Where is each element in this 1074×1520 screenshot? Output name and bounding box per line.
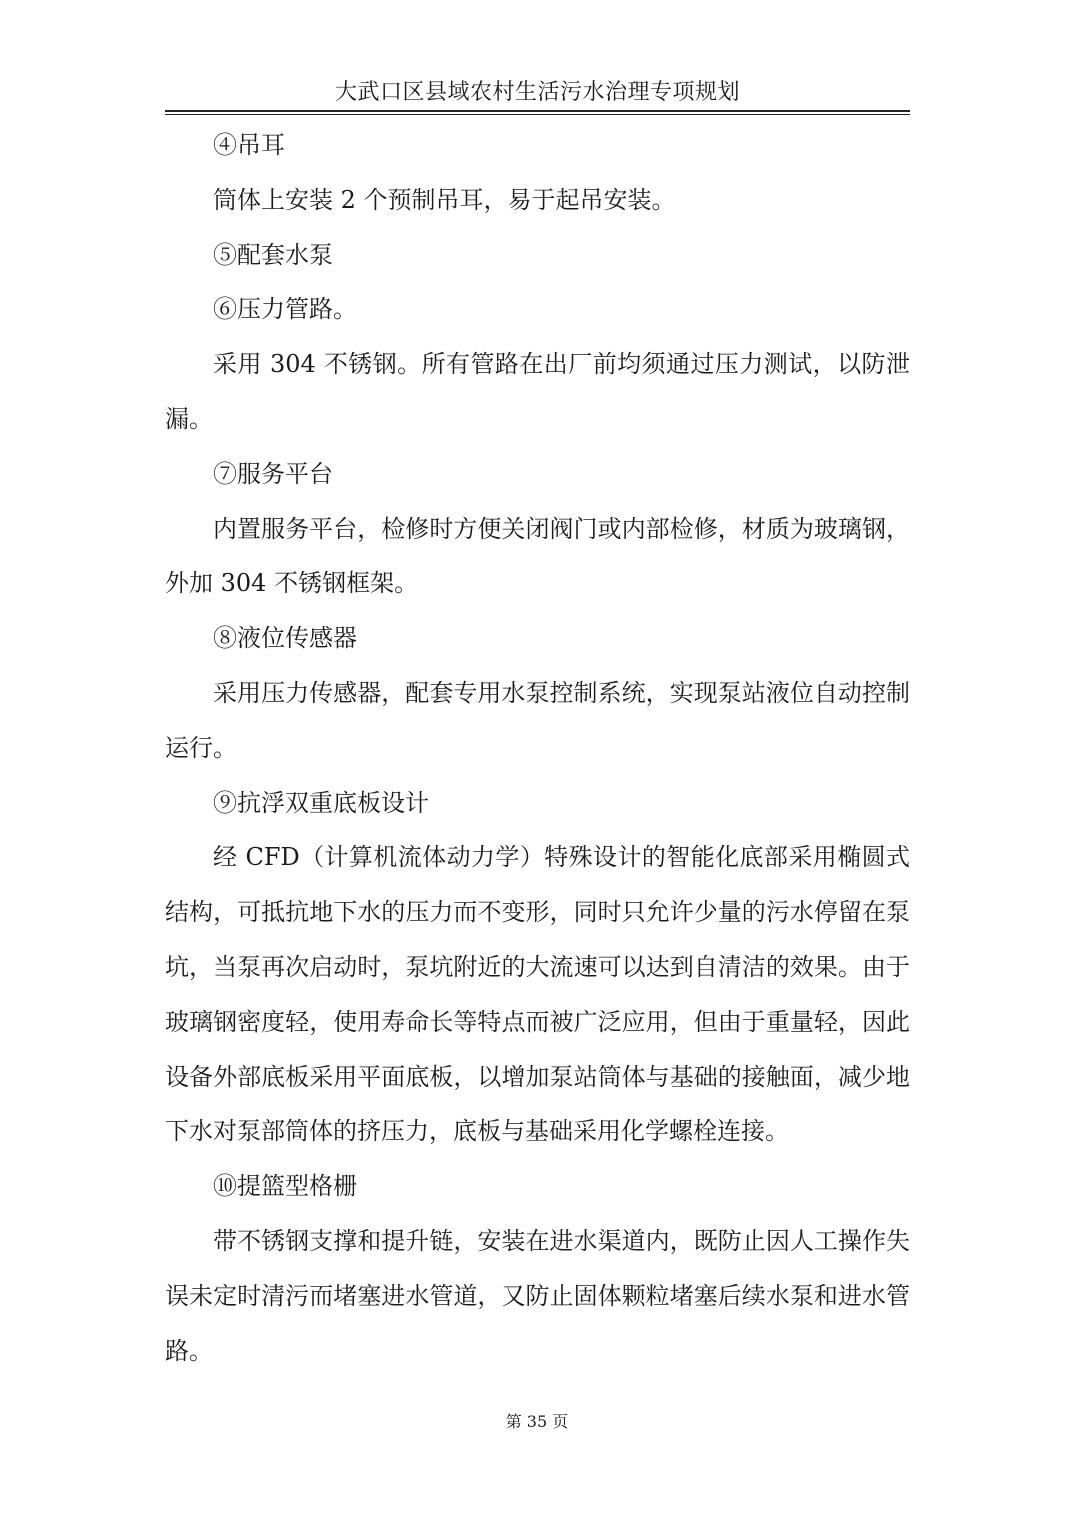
paragraph-lifting-lugs: 筒体上安装 2 个预制吊耳，易于起吊安装。 [213,185,676,214]
document-body [165,118,910,1378]
header-divider-thin [165,114,910,115]
paragraph-service-platform: 内置服务平台，检修时方便关闭阀门或内部检修，材质为玻璃钢，外加 304 不锈钢框架。 [165,514,910,598]
paragraph-anti-float-base: 经 CFD（计算机流体动力学）特殊设计的智能化底部采用椭圆式结构，可抵抗地下水的压力而不变形，同时只允许少量的污水停留在泵坑，当泵再次启动时，泵坑附近的大流速可以达到自清洁的效果。由于玻璃钢密度轻，使用寿命长等特点而被广泛应用，但由于重量轻，因此设备外部底板采用平面底板，以增加泵站筒体与基础的接触面，减少地下水对泵部筒体的挤压力，底板与基础采用化学螺栓连接。 [165,843,910,1146]
heading-service-platform: ⑦服务平台 [213,459,333,488]
paragraph-basket-grille: 带不锈钢支撑和提升链，安装在进水渠道内，既防止因人工操作失误未定时清污而堵塞进水管道，又防止固体颗粒堵塞后续水泵和进水管路。 [165,1226,910,1365]
paragraph-level-sensor: 采用压力传感器，配套专用水泵控制系统，实现泵站液位自动控制运行。 [165,678,910,762]
heading-level-sensor: ⑧液位传感器 [213,624,357,653]
header-divider-thick [165,110,910,112]
heading-basket-grille: ⑩提篮型格栅 [213,1172,357,1201]
paragraph-pressure-pipeline: 采用 304 不锈钢。所有管路在出厂前均须通过压力测试，以防泄漏。 [165,350,910,433]
heading-lifting-lugs: ④吊耳 [213,131,285,159]
heading-pressure-pipeline: ⑥压力管路。 [213,295,357,324]
heading-water-pump: ⑤配套水泵 [213,240,333,269]
page-header-title: 大武口区县域农村生活污水治理专项规划 [334,80,740,105]
heading-anti-float-base: ⑨抗浮双重底板设计 [213,788,429,817]
page-number: 第 35 页 [505,1412,569,1431]
